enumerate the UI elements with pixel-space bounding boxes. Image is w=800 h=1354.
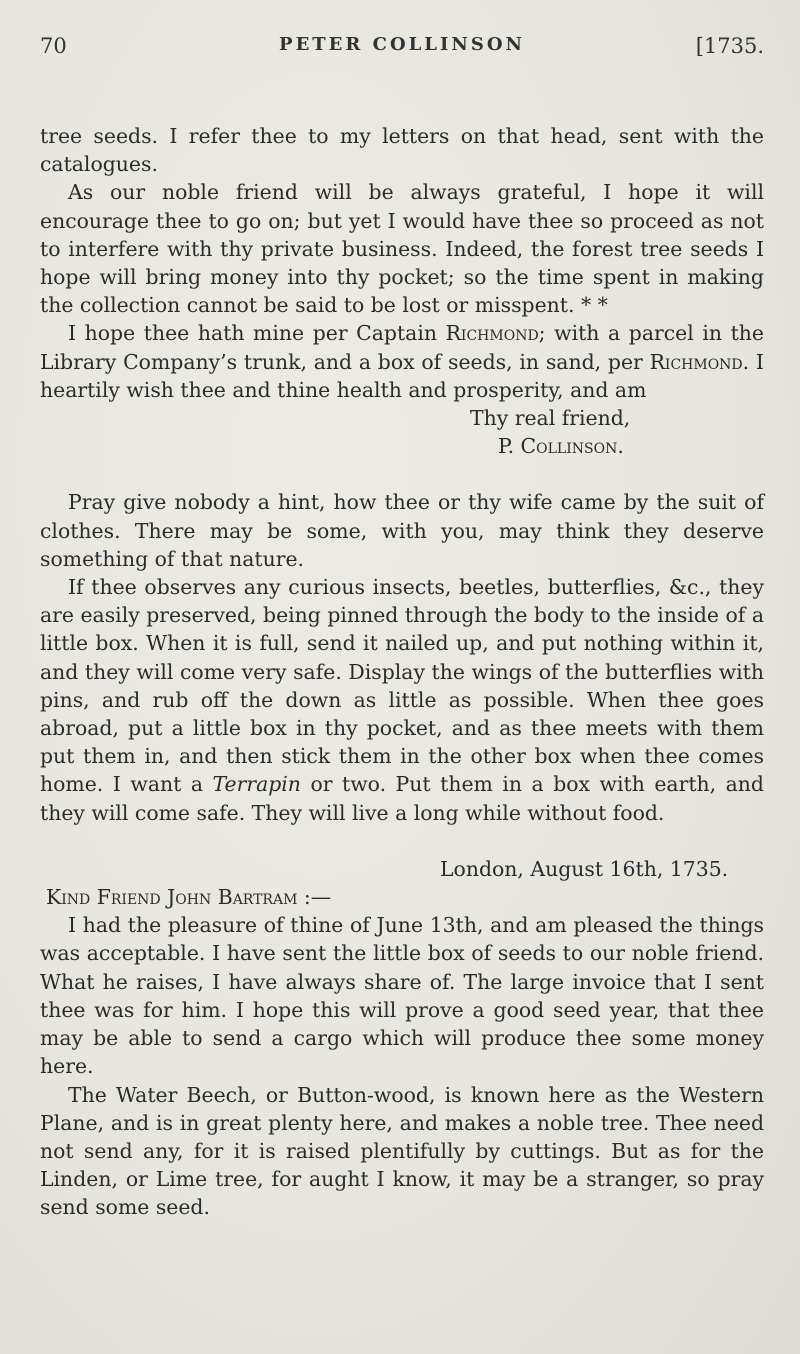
paragraph: I had the pleasure of thine of June 13th, and am pleased the things was acceptable. I have sent the little box of seeds to our noble friend. What he raises, I have always share of. The large invoice that I sent thee was for him. I hope this will prove a good seed year, that thee may be able to send a cargo which will produce thee some money here. [40, 913, 764, 1079]
paragraph: As our noble friend will be always grateful, I hope it will encourage thee to go on; but yet I would have thee so proceed as not to interfere with thy private business. Indeed, the forest tree seeds I hope will bring money into thy pocket; so the time spent in making the collection cannot be said to be lost or misspent. * * [40, 180, 764, 318]
text-run: If thee observes any curious insects, beetles, butterflies, &c., they are easily preserved, being pinned through the body to the inside of a little box. When it is full, send it nailed up, and put nothing within it, and they will come very safe. Display the wings of the butterflies with pins, and rub off the down as little as possible. When thee goes abroad, put a little box in thy pocket, and as thee meets with them put them in, and then stick them in the other box when thee comes home. I want a [40, 575, 764, 797]
letter-salutation: Kind Friend John Bartram :— [46, 885, 332, 910]
postscript-paragraph: Pray give nobody a hint, how thee or thy wife came by the suit of clothes. There may be some, with you, may think they deserve something of that nature. [40, 490, 764, 571]
page-number: 70 [40, 34, 67, 58]
paragraph: The Water Beech, or Button-wood, is known here as the Western Plane, and is in great plenty here, and makes a noble tree. Thee need not send any, for it is raised plentifully by cuttings. But as for the Linden, or Lime tree, for aught I know, it may be a stranger, so pray send some seed. [40, 1082, 764, 1220]
running-head: PETER COLLINSON [279, 34, 525, 55]
paragraph [40, 319, 764, 404]
text-run: ; with a parcel in the Library Company’s trunk, and a box of seeds, in sand, per [40, 321, 764, 374]
text-run: . I heartily wish thee and thine health and prosperity, and am [40, 349, 764, 402]
header-year: [1735. [695, 34, 764, 58]
letter-signature: P. Collinson. [498, 434, 624, 459]
spacer [40, 827, 764, 855]
spacer [40, 460, 764, 488]
page-header [40, 28, 764, 68]
italic-term: Terrapin [212, 772, 301, 797]
letter-closing: Thy real friend, [470, 406, 631, 431]
ship-name: Richmond [649, 349, 743, 374]
text-run: I hope thee hath mine per Captain [68, 321, 446, 346]
text-run: or two. Put them in a box with earth, and they will come safe. They will live a long while without food. [40, 772, 764, 825]
paragraph: tree seeds. I refer thee to my letters on that head, sent with the catalogues. [40, 124, 764, 177]
postscript-paragraph [40, 573, 764, 827]
letter-dateline: London, August 16th, 1735. [440, 856, 729, 881]
ship-name: Richmond [445, 321, 539, 346]
page-body [40, 122, 764, 1222]
